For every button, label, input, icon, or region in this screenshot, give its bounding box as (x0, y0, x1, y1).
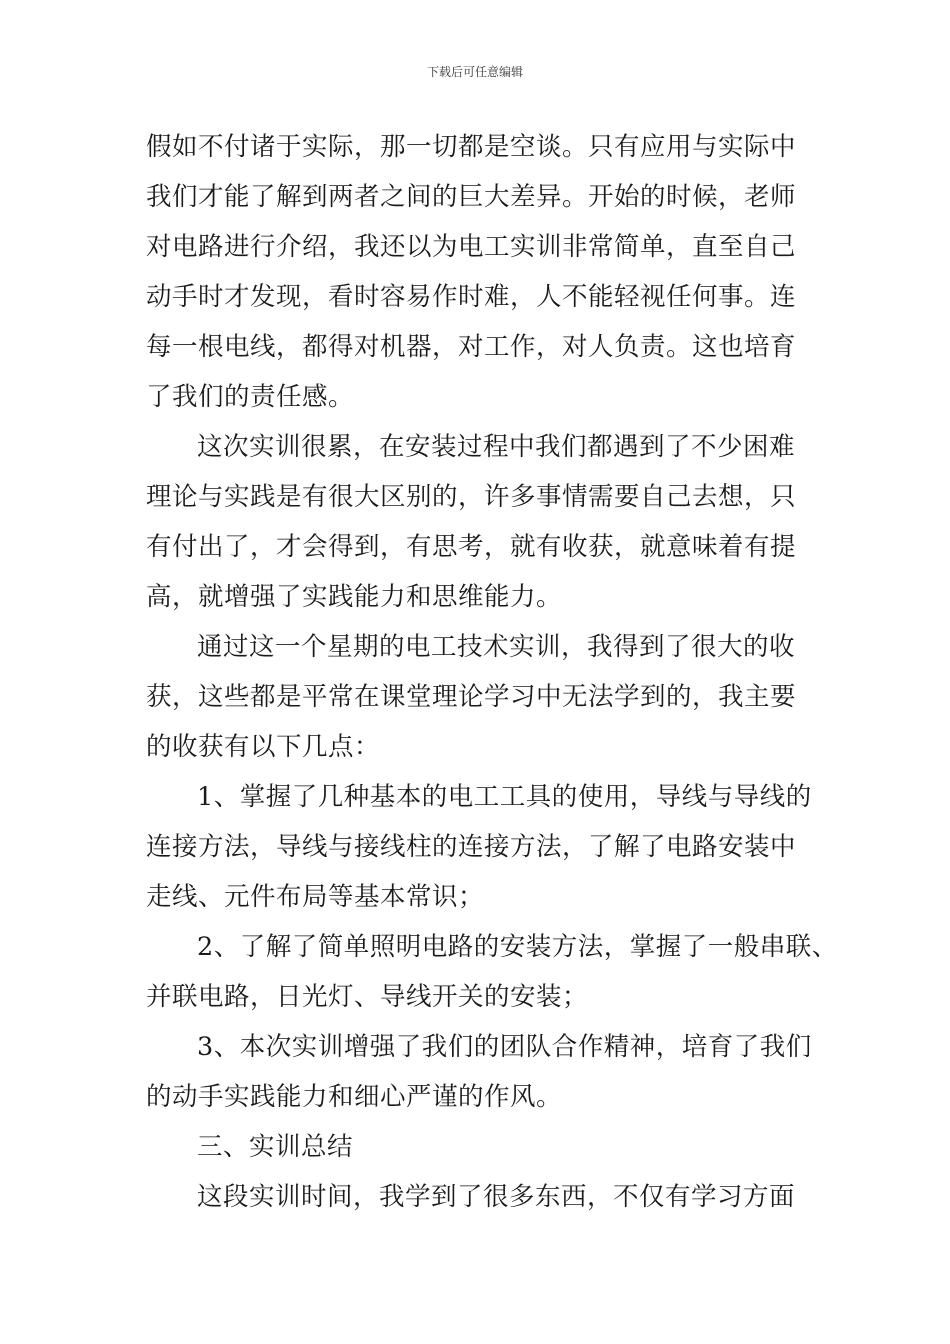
text-line: 我们才能了解到两者之间的巨大差异。开始的时候，老师 (146, 182, 797, 212)
text-line: 了我们的责任感。 (146, 382, 355, 412)
text-line: 每一根电线，都得对机器，对工作，对人负责。这也培育 (146, 332, 797, 362)
page-header: 下载后可任意编辑 (426, 65, 523, 79)
text-line: 的收获有以下几点： (146, 732, 381, 762)
text-line: 这次实训很累，在安装过程中我们都遇到了不少困难 (197, 432, 796, 462)
text-line: 理论与实践是有很大区别的，许多事情需要自己去想，只 (146, 482, 797, 512)
text-line: 连接方法，导线与接线柱的连接方法，了解了电路安装中 (146, 832, 797, 862)
text-line: 动手时才发现，看时容易作时难，人不能轻视任何事。连 (146, 282, 797, 312)
text-line: 走线、元件布局等基本常识； (146, 882, 485, 912)
text-line: 获，这些都是平常在课堂理论学习中无法学到的，我主要 (146, 682, 797, 712)
text-line: 通过这一个星期的电工技术实训，我得到了很大的收 (197, 632, 796, 662)
text-line: 并联电路，日光灯、导线开关的安装； (146, 982, 589, 1012)
document-body (146, 122, 836, 1222)
text-line: 1、掌握了几种基本的电工工具的使用，导线与导线的 (197, 782, 812, 812)
text-line: 对电路进行介绍，我还以为电工实训非常简单，直至自己 (146, 232, 797, 262)
text-line: 这段实训时间，我学到了很多东西，不仅有学习方面 (197, 1182, 796, 1212)
text-line: 假如不付诸于实际，那一切都是空谈。只有应用与实际中 (146, 132, 797, 162)
text-line: 2、了解了简单照明电路的安装方法，掌握了一般串联、 (197, 932, 838, 962)
text-line: 高，就增强了实践能力和思维能力。 (146, 582, 563, 612)
text-line: 有付出了，才会得到，有思考，就有收获，就意味着有提 (146, 532, 797, 562)
text-line: 的动手实践能力和细心严谨的作风。 (146, 1082, 563, 1112)
text-line: 3、本次实训增强了我们的团队合作精神，培育了我们 (197, 1032, 812, 1062)
section-heading: 三、实训总结 (197, 1132, 354, 1162)
